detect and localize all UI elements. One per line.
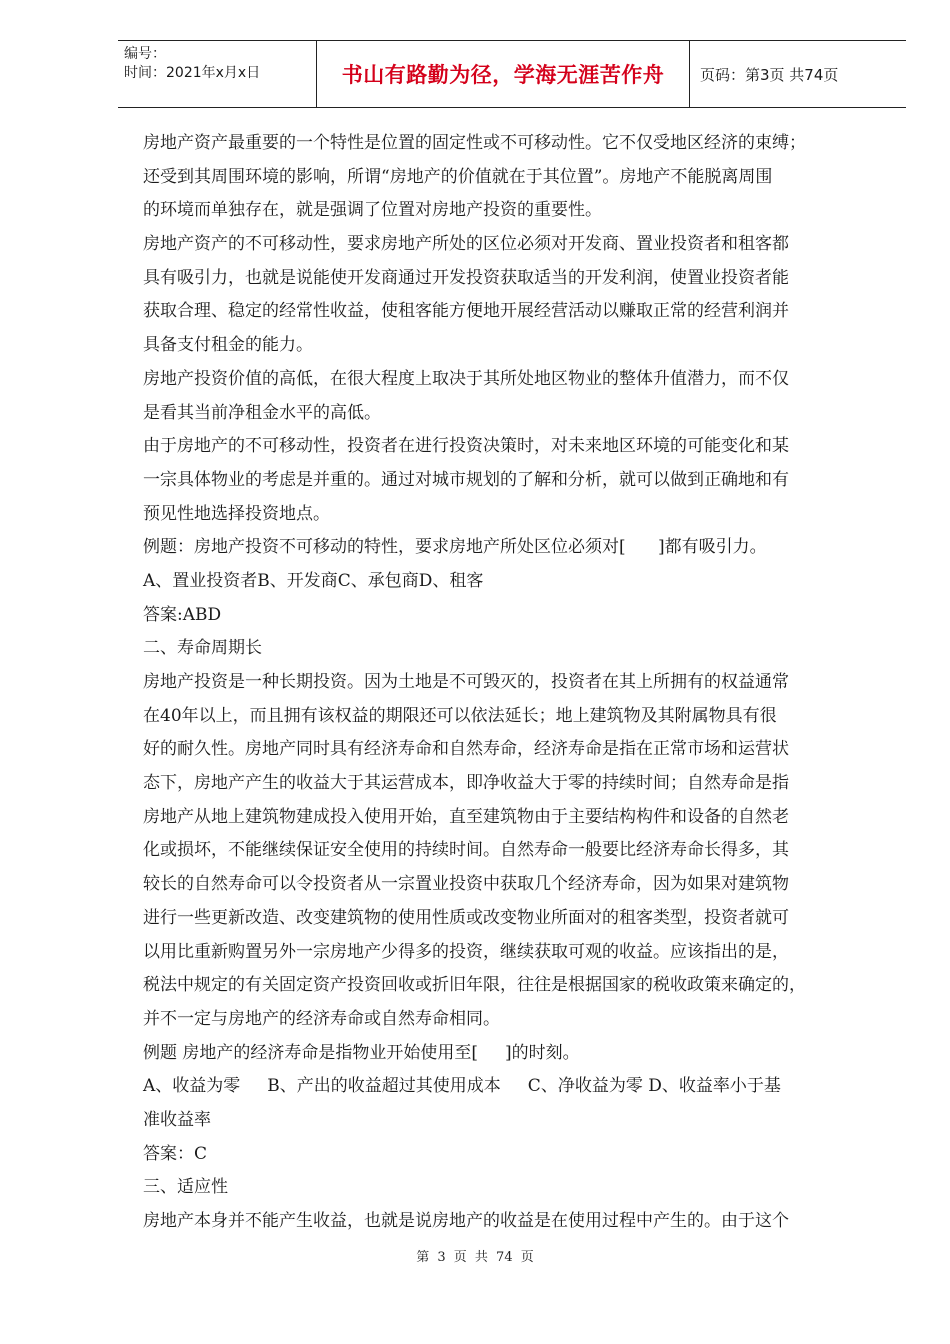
text-line: A、置业投资者B、开发商C、承包商D、租客: [143, 570, 484, 591]
text-line: 并不一定与房地产的经济寿命或自然寿命相同。: [143, 1008, 500, 1029]
text-line: 获取合理、稳定的经常性收益，使租客能方便地开展经营活动以赚取正常的经营利润并: [143, 301, 789, 322]
text-line: 房地产本身并不能产生收益，也就是说房地产的收益是在使用过程中产生的。由于这个: [143, 1211, 789, 1231]
text-line: 以用比重新购置另外一宗房地产少得多的投资，继续获取可观的收益。应该指出的是，: [143, 941, 789, 962]
text-line: 房地产资产的不可移动性，要求房地产所处的区位必须对开发商、置业投资者和租客都: [143, 234, 789, 255]
text-line: 好的耐久性。房地产同时具有经济寿命和自然寿命，经济寿命是指在正常市场和运营状: [143, 739, 789, 760]
text-line: 答案:ABD: [143, 604, 222, 625]
text-line: 三、适应性: [143, 1177, 228, 1198]
text-line: 税法中规定的有关固定资产投资回收或折旧年限，往往是根据国家的税收政策来确定的，: [143, 975, 806, 996]
text-line: 房地产资产最重要的一个特性是位置的固定性或不可移动性。它不仅受地区经济的束缚；: [143, 133, 806, 153]
time-label: 时间：2021年x月x日: [124, 65, 261, 81]
header-motto-cell: [316, 41, 690, 107]
text-line: 答案：C: [143, 1143, 208, 1164]
header-meta: [118, 41, 316, 107]
text-line: 例题：房地产投资不可移动的特性，要求房地产所处区位必须对[ ]都有吸引力。: [143, 537, 767, 558]
text-line: 房地产投资是一种长期投资。因为土地是不可毁灭的，投资者在其上所拥有的权益通常: [143, 672, 789, 692]
text-line: 是看其当前净租金水平的高低。: [143, 402, 381, 423]
text-line: 一宗具体物业的考虑是并重的。通过对城市规划的了解和分析，就可以做到正确地和有: [143, 469, 789, 490]
motto: 书山有路勤为径，学海无涯苦作舟: [341, 63, 665, 87]
text-line: 具有吸引力，也就是说能使开发商通过开发投资获取适当的开发利润，使置业投资者能: [143, 267, 789, 288]
number-label: 编号：: [124, 46, 166, 62]
page-label: 页码：第3页 共74页: [700, 65, 839, 84]
text-line: 预见性地选择投资地点。: [143, 503, 330, 524]
text-line: 准收益率: [143, 1109, 211, 1130]
text-line: 在40年以上，而且拥有该权益的期限还可以依法延长；地上建筑物及其附属物具有很: [143, 705, 777, 726]
text-line: 二、寿命周期长: [143, 638, 262, 659]
header-page-cell: [690, 41, 906, 107]
text-line: 态下，房地产产生的收益大于其运营成本，即净收益大于零的持续时间；自然寿命是指: [143, 773, 789, 794]
text-line: 还受到其周围环境的影响，所谓“房地产的价值就在于其位置”。房地产不能脱离周围: [143, 166, 773, 187]
text-line: 例题 房地产的经济寿命是指物业开始使用至[ ]的时刻。: [143, 1042, 580, 1063]
text-line: 进行一些更新改造、改变建筑物的使用性质或改变物业所面对的租客类型，投资者就可: [143, 907, 789, 928]
text-line: 具备支付租金的能力。: [143, 335, 313, 356]
page-footer: 第 3 页 共 74 页: [416, 1250, 534, 1265]
text-line: 较长的自然寿命可以令投资者从一宗置业投资中获取几个经济寿命，因为如果对建筑物: [143, 874, 789, 895]
page-header: [118, 40, 906, 108]
text-line: 化或损坏，不能继续保证安全使用的持续时间。自然寿命一般要比经济寿命长得多，其: [143, 840, 789, 861]
text-line: A、收益为零 B、产出的收益超过其使用成本 C、净收益为零 D、收益率小于基: [143, 1076, 781, 1097]
text-line: 的环境而单独存在，就是强调了位置对房地产投资的重要性。: [143, 200, 602, 221]
document-body: [143, 127, 883, 1239]
text-line: 由于房地产的不可移动性，投资者在进行投资决策时，对未来地区环境的可能变化和某: [143, 436, 789, 457]
text-line: 房地产投资价值的高低，在很大程度上取决于其所处地区物业的整体升值潜力，而不仅: [143, 368, 789, 389]
text-line: 房地产从地上建筑物建成投入使用开始，直至建筑物由于主要结构构件和设备的自然老: [143, 806, 789, 827]
